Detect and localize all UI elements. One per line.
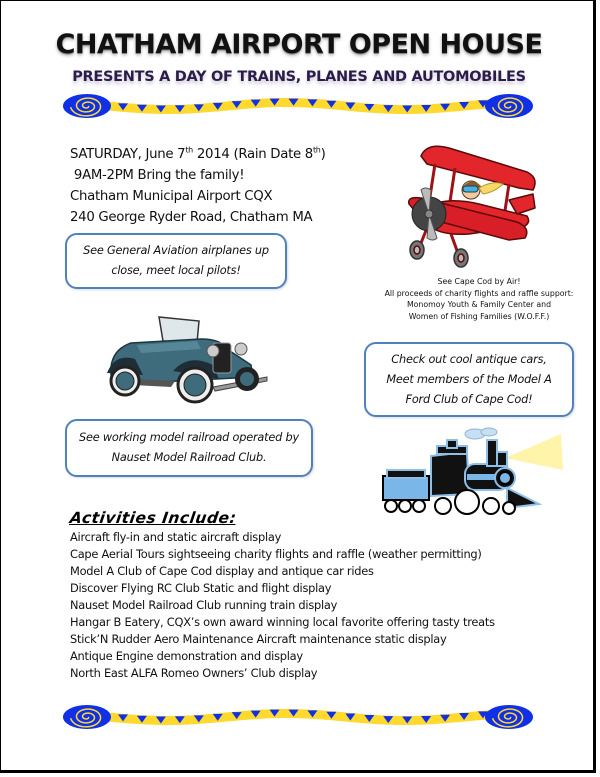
headlight-beam <box>505 434 563 470</box>
caption-line: See Cape Cod by Air! <box>437 277 521 286</box>
activity-item: Antique Engine demonstration and display <box>70 649 303 663</box>
event-info <box>70 144 325 228</box>
steam-locomotive-illustration <box>377 426 567 518</box>
caption-line: All proceeds of charity flights and raffle support: <box>384 288 574 298</box>
callout-line: Ford Club of Cape Cod! <box>405 392 533 406</box>
callout-line: Check out cool antique cars, <box>391 352 547 366</box>
callout-line: close, meet local pilots! <box>111 264 241 277</box>
activity-item: Hangar B Eatery, CQX’s own award winning local favorite offering tasty treats <box>70 615 495 629</box>
biplane-illustration <box>399 138 539 270</box>
activity-item: Cape Aerial Tours sightseeing charity flights and raffle (weather permitting) <box>70 547 482 561</box>
activity-item: Aircraft fly-in and static aircraft display <box>70 530 282 544</box>
event-hours: 9AM-2PM Bring the family! <box>70 168 245 183</box>
plane-caption <box>381 276 577 322</box>
antique-car-image <box>101 309 271 404</box>
activities-heading: Activities Include: <box>68 509 238 527</box>
callout-line: Meet members of the Model A <box>386 372 552 386</box>
callout-model-railroad <box>65 419 313 477</box>
activity-item: Model A Club of Cape Cod display and antique car rides <box>70 564 374 578</box>
wavy-divider-top <box>63 92 533 124</box>
event-date: SATURDAY, June 7th 2014 (Rain Date 8th) <box>70 145 326 162</box>
pilot-scarf <box>479 183 503 194</box>
wavy-divider-bottom <box>63 703 533 735</box>
top-wing <box>421 146 535 190</box>
activity-item: Nauset Model Railroad Club running train display <box>70 598 338 612</box>
activity-item: North East ALFA Romeo Owners’ Club display <box>70 666 318 680</box>
event-address: 240 George Ryder Road, Chatham MA <box>70 210 313 225</box>
caption-line: Monomoy Youth & Family Center and <box>406 300 552 309</box>
activities-list <box>70 529 495 682</box>
callout-line: Nauset Model Railroad Club. <box>111 451 267 464</box>
caption-line: Women of Fishing Families (W.O.F.F.) <box>408 311 550 321</box>
event-venue: Chatham Municipal Airport CQX <box>70 189 273 204</box>
callout-line: See General Aviation airplanes up <box>83 244 269 257</box>
flyer-subtitle: PRESENTS A DAY OF TRAINS, PLANES AND AUTOMOBILES <box>72 69 526 85</box>
callout-line: See working model railroad operated by <box>79 431 299 444</box>
callout-general-aviation <box>65 233 287 289</box>
flyer-title: CHATHAM AIRPORT OPEN HOUSE <box>55 29 543 60</box>
activity-item: Discover Flying RC Club Static and flight display <box>70 581 332 595</box>
activity-item: Stick’N Rudder Aero Maintenance Aircraft maintenance static display <box>70 632 447 646</box>
callout-antique-cars <box>364 342 574 417</box>
